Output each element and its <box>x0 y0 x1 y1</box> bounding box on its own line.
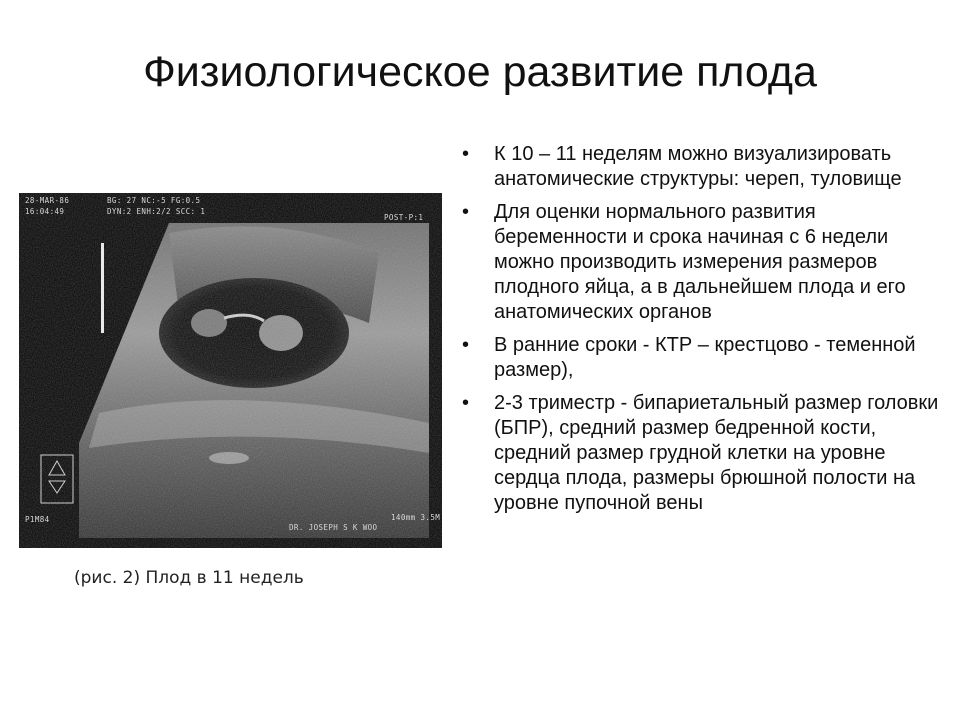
ultrasound-scan <box>19 193 442 548</box>
bullet-text: В ранние сроки - КТР – крестцово - теменной размер), <box>494 334 916 381</box>
scan-params-1: BG: 27 NC:-5 FG:0.5 <box>107 196 201 205</box>
bullet-text: К 10 – 11 неделям можно визуализировать анатомические структуры: череп, туловище <box>494 143 902 190</box>
scan-params-2: DYN:2 ENH:2/2 SCC: 1 <box>107 207 206 216</box>
bullet-list <box>462 142 942 524</box>
bullet-text: 2-3 триместр - бипариетальный размер головки (БПР), средний размер бедренной кости, средний размер грудной клетки на уровне сердца плода, размеры брюшной полости на уровне пупочной вены <box>494 392 939 514</box>
bullet-icon: • <box>462 143 470 165</box>
scan-probe: P1M84 <box>25 515 50 524</box>
slide-title: Физиологическое развитие плода <box>143 48 817 96</box>
bullet-item <box>462 333 942 383</box>
bullet-item <box>462 200 942 325</box>
scan-post: POST-P:1 <box>384 213 424 222</box>
scan-date: 28-MAR-86 <box>25 196 70 205</box>
speckle-noise <box>19 193 442 548</box>
ultrasound-image <box>19 193 442 548</box>
scan-doctor: DR. JOSEPH S K WOO <box>289 523 378 532</box>
bullet-text: Для оценки нормального развития беременности и срока начиная с 6 недели можно производить измерения размеров плодного яйца, а в дальнейшем плода и его анатомических органов <box>494 201 906 323</box>
bullet-icon: • <box>462 392 470 414</box>
bullet-item <box>462 142 942 192</box>
bullet-icon: • <box>462 334 470 356</box>
depth-scale-bar <box>101 243 104 333</box>
scan-depth: 140mm 3.5M <box>391 513 441 522</box>
bullet-item <box>462 391 942 516</box>
figure-caption: (рис. 2) Плод в 11 недель <box>74 568 304 588</box>
bullet-icon: • <box>462 201 470 223</box>
scan-time: 16:04:49 <box>25 207 65 216</box>
